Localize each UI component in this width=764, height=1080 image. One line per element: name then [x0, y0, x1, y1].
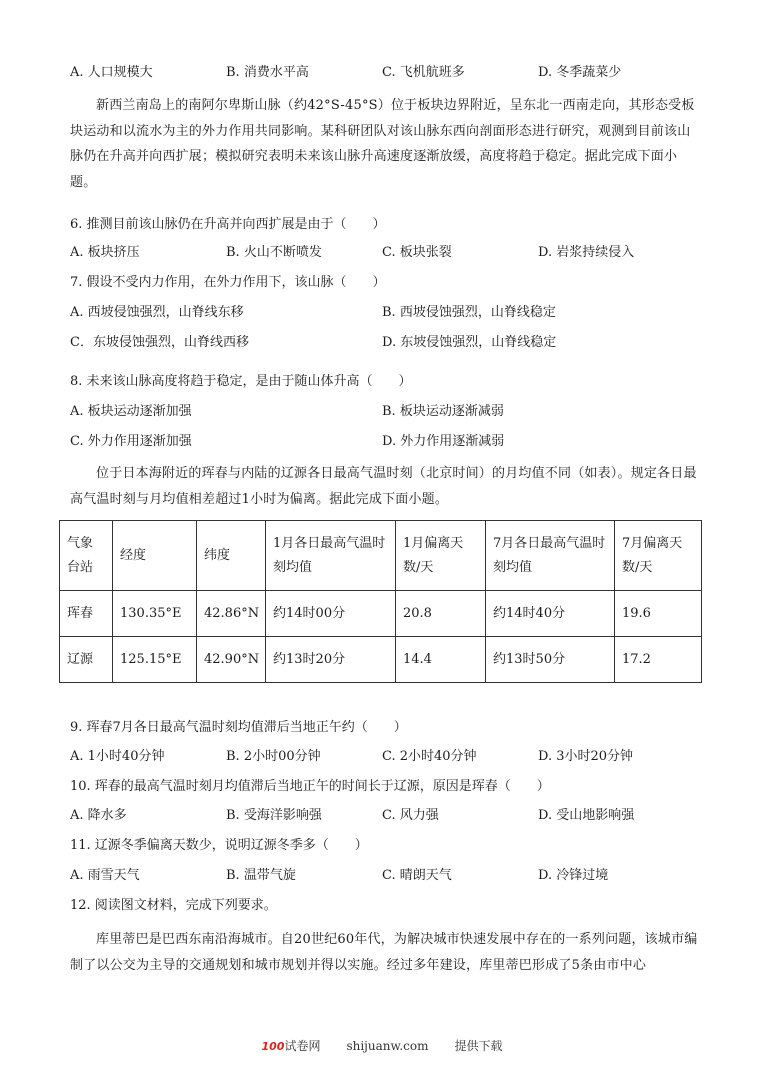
- q5-option-b[interactable]: B. 消费水平高: [226, 65, 309, 80]
- q7-options-row2: [70, 333, 700, 353]
- q9-stem: 9. 珲春7月各日最高气温时刻均值滞后当地正午约（ ）: [70, 720, 407, 735]
- table-cell: 辽源: [60, 637, 113, 683]
- q11-options: [70, 866, 700, 886]
- table-cell: 约13时20分: [266, 637, 396, 683]
- q12-stem: 12. 阅读图文材料，完成下列要求。: [70, 898, 277, 913]
- q10-option-d[interactable]: D. 受山地影响强: [538, 808, 635, 823]
- q9-option-d[interactable]: D. 3小时20分钟: [538, 749, 634, 764]
- site-domain[interactable]: shijuanw.com: [346, 1039, 429, 1053]
- table-row: [60, 591, 702, 637]
- q7-option-d[interactable]: D. 东坡侵蚀强烈，山脊线稳定: [382, 335, 557, 350]
- table-header-cell: 1月偏离天数/天: [396, 521, 486, 591]
- table-cell: 130.35°E: [113, 591, 197, 637]
- q10-stem: 10. 珲春的最高气温时刻月均值滞后当地正午的时间长于辽源，原因是珲春（ ）: [70, 779, 550, 794]
- table-cell: 42.90°N: [197, 637, 266, 683]
- table-header-cell: 1月各日最高气温时刻均值: [266, 521, 396, 591]
- q6-option-b[interactable]: B. 火山不断喷发: [226, 245, 322, 260]
- q5-option-c[interactable]: C. 飞机航班多: [382, 65, 465, 80]
- q6-option-c[interactable]: C. 板块张裂: [382, 245, 452, 260]
- q7-stem: 7. 假设不受内力作用，在外力作用下，该山脉（ ）: [70, 275, 386, 290]
- table-cell: 约13时50分: [486, 637, 615, 683]
- q8-option-a[interactable]: A. 板块运动逐渐加强: [70, 404, 192, 419]
- site-logo: 100: [261, 1040, 285, 1053]
- table-header-cell: 7月各日最高气温时刻均值: [486, 521, 615, 591]
- q10-options: [70, 806, 700, 826]
- table-cell: 约14时00分: [266, 591, 396, 637]
- q5-options: [70, 63, 700, 83]
- table-header-cell: 7月偏离天数/天: [615, 521, 702, 591]
- passage-southern-alps: 新西兰南岛上的南阿尔卑斯山脉（约42°S-45°S）位于板块边界附近，呈东北一西南走向，其形态受板块运动和以流水为主的外力作用共同影响。某科研团队对该山脉东西向剖面形态进行研究，观测到目前该山脉仍在升高并向西扩展；模拟研究表明未来该山脉升高速度逐渐放缓，高度将趋于稳定。据此完成下面小题。: [70, 98, 695, 190]
- q10-option-b[interactable]: B. 受海洋影响强: [226, 808, 322, 823]
- q7-option-b[interactable]: B. 西坡侵蚀强烈，山脊线稳定: [382, 305, 556, 320]
- q8-option-c[interactable]: C. 外力作用逐渐加强: [70, 434, 192, 449]
- table-header-cell: 纬度: [197, 521, 266, 591]
- table-cell: 42.86°N: [197, 591, 266, 637]
- q11-option-a[interactable]: A. 雨雪天气: [70, 868, 140, 883]
- passage-curitiba: 库里蒂巴是巴西东南沿海城市。自20世纪60年代，为解决城市快速发展中存在的一系列问题，该城市编制了以公交为主导的交通规划和城市规划并得以实施。经过多年建设，库里蒂巴形成了5条由市中心: [70, 932, 698, 973]
- q9-option-a[interactable]: A. 1小时40分钟: [70, 749, 165, 764]
- table-cell: 125.15°E: [113, 637, 197, 683]
- q11-option-b[interactable]: B. 温带气旋: [226, 868, 296, 883]
- q8-option-b[interactable]: B. 板块运动逐渐减弱: [382, 404, 504, 419]
- q8-options-row1: [70, 402, 700, 422]
- q8-stem: 8. 未来该山脉高度将趋于稳定，是由于随山体升高（ ）: [70, 374, 412, 389]
- q6-stem: 6. 推测目前该山脉仍在升高并向西扩展是由于（ ）: [70, 217, 386, 232]
- q9-options: [70, 747, 700, 767]
- table-header-cell: 气象台站: [60, 521, 113, 591]
- q5-option-d[interactable]: D. 冬季蔬菜少: [538, 65, 622, 80]
- table-row: [60, 637, 702, 683]
- table-header-row: [60, 521, 702, 591]
- passage-temperature: 位于日本海附近的珲春与内陆的辽源各日最高气温时刻（北京时间）的月均值不同（如表）。规定各日最高气温时刻与月均值相差超过1小时为偏离。据此完成下面小题。: [70, 466, 697, 507]
- q5-option-a[interactable]: A. 人口规模大: [70, 65, 153, 80]
- q7-option-a[interactable]: A. 西坡侵蚀强烈，山脊线东移: [70, 305, 244, 320]
- table-cell: 19.6: [615, 591, 702, 637]
- q7-option-c[interactable]: C．东坡侵蚀强烈，山脊线西移: [70, 335, 249, 350]
- q8-options-row2: [70, 432, 700, 452]
- table-header-cell: 经度: [113, 521, 197, 591]
- q11-option-d[interactable]: D. 冷锋过境: [538, 868, 609, 883]
- q8-option-d[interactable]: D. 外力作用逐渐减弱: [382, 434, 505, 449]
- site-name: 试卷网: [284, 1039, 321, 1053]
- q11-stem: 11. 辽源冬季偏离天数少，说明辽源冬季多（ ）: [70, 838, 368, 853]
- q10-option-a[interactable]: A. 降水多: [70, 808, 127, 823]
- q9-option-c[interactable]: C. 2小时40分钟: [382, 749, 477, 764]
- table-cell: 约14时40分: [486, 591, 615, 637]
- table-cell: 珲春: [60, 591, 113, 637]
- temperature-table: [59, 520, 702, 683]
- q11-option-c[interactable]: C. 晴朗天气: [382, 868, 452, 883]
- q6-option-a[interactable]: A. 板块挤压: [70, 245, 140, 260]
- q10-option-c[interactable]: C. 风力强: [382, 808, 439, 823]
- page-footer: [0, 1037, 764, 1054]
- q9-option-b[interactable]: B. 2小时00分钟: [226, 749, 321, 764]
- table-cell: 20.8: [396, 591, 486, 637]
- q6-option-d[interactable]: D. 岩浆持续侵入: [538, 245, 635, 260]
- q7-options-row1: [70, 303, 700, 323]
- table-cell: 17.2: [615, 637, 702, 683]
- table-cell: 14.4: [396, 637, 486, 683]
- q6-options: [70, 243, 700, 263]
- footer-tagline: 提供下载: [454, 1039, 503, 1053]
